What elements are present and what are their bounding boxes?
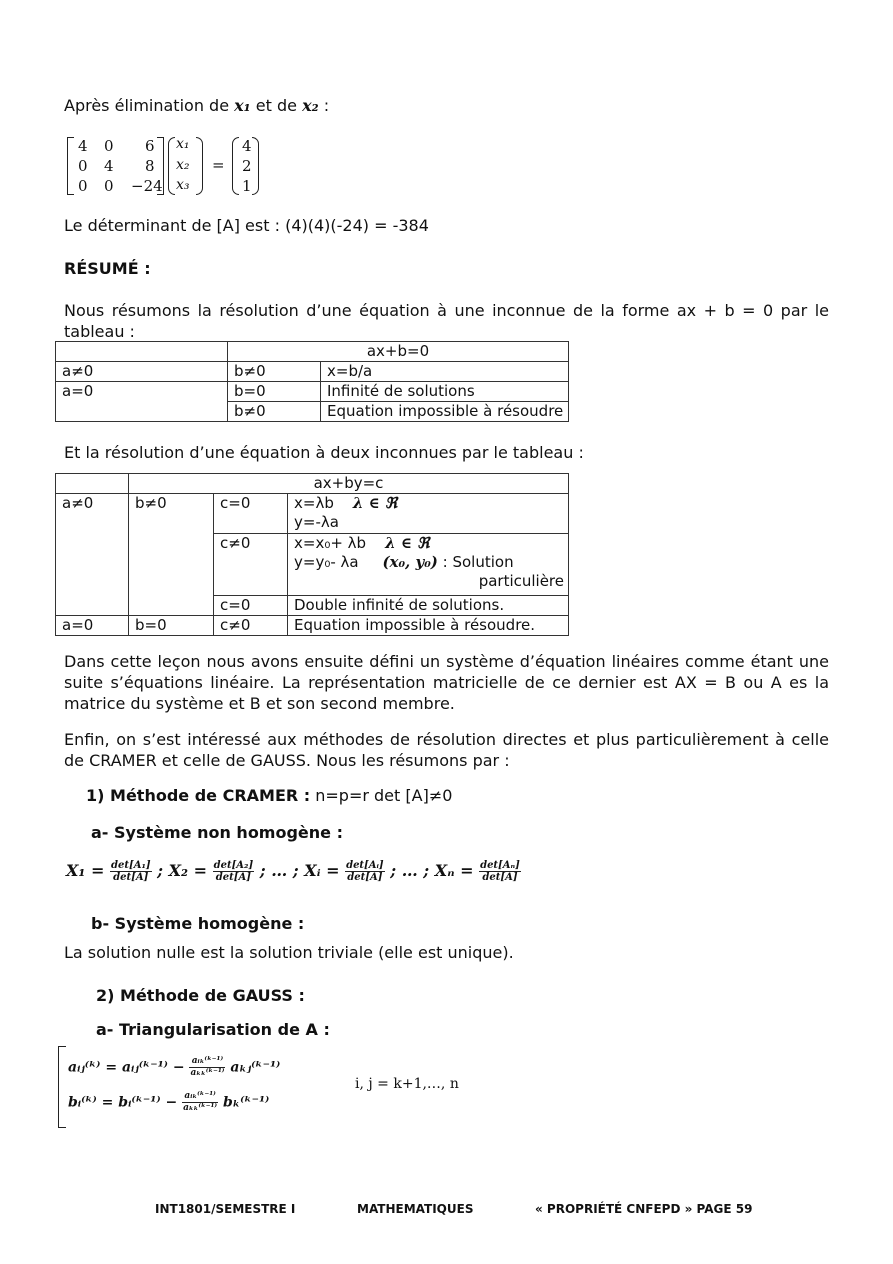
table-cell: c≠0 [214, 616, 288, 636]
table-cell: c=0 [214, 494, 288, 534]
var-x1: x₁ [176, 136, 190, 152]
non-homogeneous-heading: a- Système non homogène : [91, 823, 343, 842]
table-cell: b≠0 [228, 362, 321, 382]
x2-symbol: x₂ [302, 96, 319, 115]
two-unknowns-intro: Et la résolution d’une équation à deux inconnues par le tableau : [64, 443, 584, 462]
system-paragraph: Dans cette leçon nous avons ensuite défini un système d’équation linéaires comme étant une suite s’équations linéaire. La représentation matricielle de ce dernier est AX = B ou A es la matrice du système et B et son second membre. [64, 652, 829, 713]
table-cell: c=0 [214, 596, 288, 616]
matrix-cell: 0 [104, 137, 114, 155]
summary-title: RÉSUMÉ : [64, 259, 151, 278]
table-cell: Infinité de solutions [321, 382, 569, 402]
matrix-cell: 8 [145, 157, 155, 175]
matrix-cell: 0 [78, 157, 88, 175]
table-cell: x=b/a [321, 362, 569, 382]
system-brace [58, 1046, 66, 1128]
table1-header: ax+b=0 [228, 342, 569, 362]
rhs-cell: 1 [242, 177, 252, 195]
document-page: Après élimination de x₁ et de x₂ : 4 0 6 0 4 8 0 0 −24 x₁ x₂ x₃ = 4 2 1 Le déterminant de [A] est : (4)(4)(-24) = -384 RÉSUMÉ : Nous résumons la résolution d’une équation à une inconnue de la forme ax + b = 0 par le tableau : ax+b=0 a≠0 b≠0 x=b/a a=0 b=0 Infinité de solutions b≠0 Equation impossible à résoudre Et la résolution d’une équation à deux inconnues par le tableau : ax+by=c a≠0 b≠0 c=0 x=λb λ ∈ ℜ y=-λa c≠0 x=x₀+ λb λ ∈ ℜ y=y₀- λa (x₀, y₀) : Solution particulière c=0 Double infinité de solutions. a=0 b=0 c≠0 Equation impossible à résoudre. Dans cette leçon nous avons ensuite défini un système d’équation linéaires comme étant une suite s’équations linéaire. La représentation matricielle de ce dernier est AX = B ou A es la matrice du système et B et son second membre. Enfin, on s’est intéressé aux méthodes de résolution directes et plus particulièrement à celle de CRAMER et celle de GAUSS. Nous les résumons par : 1) Méthode de CRAMER : n=p=r det [A]≠0 a- Système non homogène : X₁ = $\frac{\text{det[A₁]}}{\det[A]}$ ; X₂ = $\frac{\text{det[A₂]}}{\det[A]}$ ; … ; Xᵢ = $\frac{\text{det[Aᵢ]}}{\det[A]}$ ; … ; Xₙ = $\frac{\text{det[Aₙ]}}{\det[A]}$ b- Système homogène : La solution nulle est la solution triviale (elle est unique). 2) Méthode de GAUSS : a- Triangularisation de A : aᵢⱼ⁽ᵏ⁾ = aᵢⱼ⁽ᵏ⁻¹⁾ − $\frac{\text{aᵢₖ⁽ᵏ⁻¹⁾}}{\text{aₖₖ⁽ᵏ⁻¹⁾}}$ aₖⱼ⁽ᵏ⁻¹⁾ bᵢ⁽ᵏ⁾ = bᵢ⁽ᵏ⁻¹⁾ − $\frac{\text{aᵢₖ⁽ᵏ⁻¹⁾}}{\text{aₖₖ⁽ᵏ⁻¹⁾}}$ bₖ⁽ᵏ⁻¹⁾ i, j = k+1,…, n INT1801/SEMESTRE I MATHEMATIQUES « PROPRIÉTÉ CNFEPD » PAGE 59 [0, 0, 893, 1264]
left-brace-rhs [232, 137, 239, 195]
x1-symbol: x₁ [234, 96, 251, 115]
footer-page: « PROPRIÉTÉ CNFEPD » PAGE 59 [535, 1202, 753, 1216]
methods-paragraph: Enfin, on s’est intéressé aux méthodes de résolution directes et plus particulièrement à celle de CRAMER et celle de GAUSS. Nous les résumons par : [64, 730, 829, 770]
table-cell: Double infinité de solutions. [288, 596, 569, 616]
determinant-line: Le déterminant de [A] est : (4)(4)(-24) = -384 [64, 216, 429, 235]
table2-header: ax+by=c [129, 474, 569, 494]
gauss-heading: 2) Méthode de GAUSS : [96, 986, 305, 1005]
table-one-unknown [55, 341, 569, 422]
summary-intro: Nous résumons la résolution d’une équation à une inconnue de la forme ax + b = 0 par le tableau : [64, 301, 829, 341]
table-cell: b=0 [228, 382, 321, 402]
left-brace [168, 137, 175, 195]
table-cell: Equation impossible à résoudre. [288, 616, 569, 636]
footer-subject: MATHEMATIQUES [357, 1202, 474, 1216]
var-x2: x₂ [176, 157, 190, 173]
table-cell: a≠0 [56, 362, 228, 382]
table-cell: a=0 [56, 382, 228, 422]
matrix-cell: 0 [104, 177, 114, 195]
triangularisation-heading: a- Triangularisation de A : [96, 1020, 330, 1039]
rhs-cell: 4 [242, 137, 252, 155]
table-cell: b≠0 [129, 494, 214, 616]
left-bracket [67, 137, 74, 195]
table-cell: c≠0 [214, 534, 288, 596]
cramer-heading: 1) Méthode de CRAMER : n=p=r det [A]≠0 [86, 786, 453, 805]
matrix-cell: −24 [131, 177, 163, 195]
matrix-cell: 0 [78, 177, 88, 195]
matrix-cell: 4 [104, 157, 114, 175]
var-x3: x₃ [176, 177, 190, 193]
elimination-intro: Après élimination de x₁ et de x₂ : [64, 96, 330, 115]
cramer-formula: X₁ = $\frac{\text{det[A₁]}}{\det[A]}$ ; X₂ = $\frac{\text{det[A₂]}}{\det[A]}$ ; … ; Xᵢ = $\frac{\text{det[Aᵢ]}}{\det[A]}$ ; … ; Xₙ = $\frac{\text{det[Aₙ]}}{\det[A]}$ [66, 860, 520, 883]
table-cell-solution: x=x₀+ λb λ ∈ ℜ y=y₀- λa (x₀, y₀) : Solution particulière [288, 534, 569, 596]
table-cell: b≠0 [228, 402, 321, 422]
equals-sign: = [212, 156, 225, 174]
footer-course: INT1801/SEMESTRE I [155, 1202, 296, 1216]
matrix-cell: 6 [145, 137, 155, 155]
right-brace-rhs [252, 137, 259, 195]
right-bracket [157, 137, 164, 195]
table-two-unknowns [55, 473, 569, 636]
table-cell: a≠0 [56, 494, 129, 616]
homogeneous-heading: b- Système homogène : [91, 914, 305, 933]
table-cell: a=0 [56, 616, 129, 636]
index-range: i, j = k+1,…, n [355, 1076, 459, 1092]
homogeneous-text: La solution nulle est la solution triviale (elle est unique). [64, 943, 514, 962]
table-cell: Equation impossible à résoudre [321, 402, 569, 422]
rhs-cell: 2 [242, 157, 252, 175]
matrix-cell: 4 [78, 137, 88, 155]
right-brace [196, 137, 203, 195]
table-cell: b=0 [129, 616, 214, 636]
table-cell-solution: x=λb λ ∈ ℜ y=-λa [288, 494, 569, 534]
